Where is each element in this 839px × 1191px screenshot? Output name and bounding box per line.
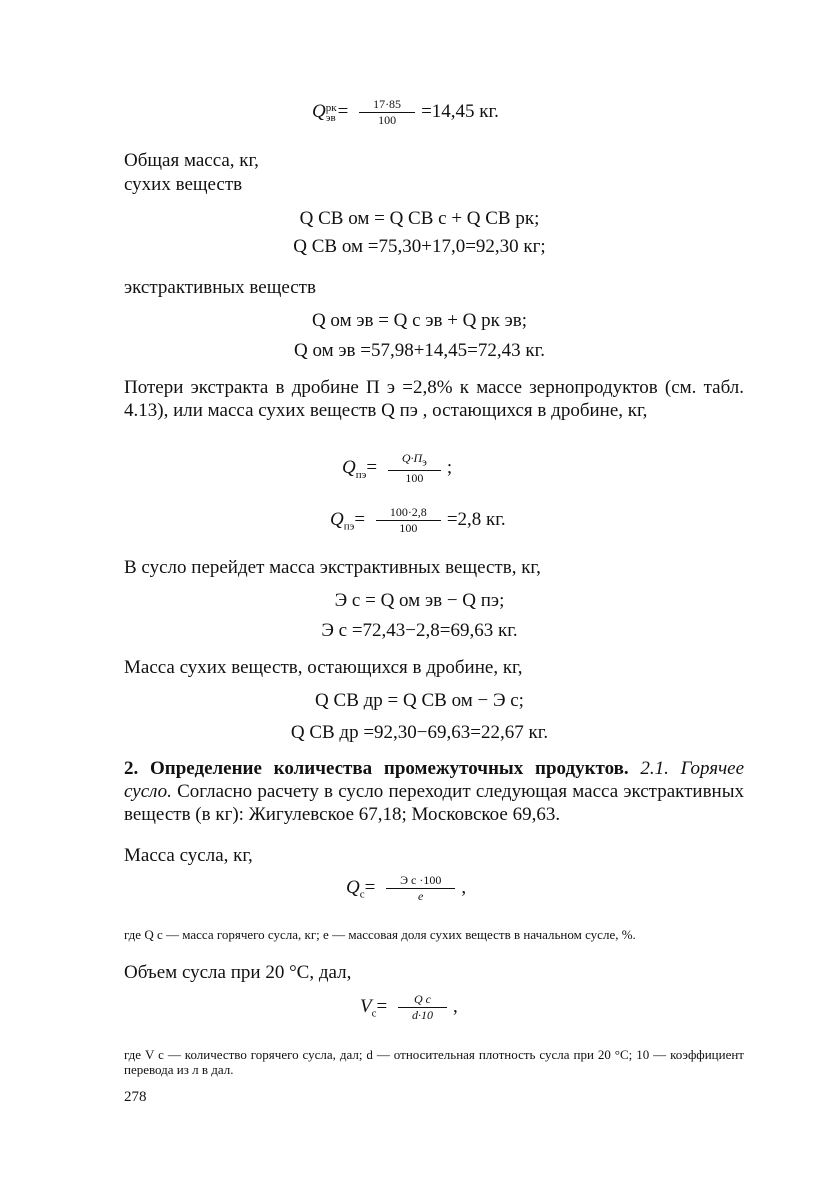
paragraph-extractive: экстрактивных веществ bbox=[124, 277, 316, 298]
formula-13: $V_с=$ $\frac{\text{Q с}}{d\cdot 10}$ , bbox=[360, 992, 458, 1022]
paragraph-wort-volume: Объем сусла при 20 °С, дал, bbox=[124, 962, 352, 983]
formula-12: $Q_с=$ $\frac{\text{Э с ·100}}{е}$ , bbox=[346, 873, 467, 903]
subsection-heading: 2.1. Горячее сусло. bbox=[124, 758, 745, 802]
formula-11: Q СВ др =92,30−69,63=22,67 кг. bbox=[290, 722, 549, 743]
paragraph-extract-losses: Потери экстракта в дробине П э =2,8% к массе зернопродуктов (см. табл. 4.13), или масса сухих веществ Q пэ , остающихся в дробине, кг, bbox=[124, 377, 744, 421]
footnote-wort-mass: где Q с — масса горячего сусла, кг; е — массовая доля сухих веществ в начальном сусле, %. bbox=[124, 927, 636, 942]
formula-3: Q СВ ом =75,30+17,0=92,30 кг; bbox=[293, 236, 546, 257]
formula-4: Q ом эв = Q с эв + Q рк эв; bbox=[311, 310, 528, 331]
formula-1: Q рк эв = $\frac{17\cdot 85}{100}$ =14,45 кг. bbox=[312, 97, 499, 127]
paragraph-wort-transfer: В сусло перейдет масса экстрактивных веществ, кг, bbox=[124, 557, 541, 578]
paragraph-dry-substances: сухих веществ bbox=[124, 174, 243, 195]
paragraph-total-mass: Общая масса, кг, bbox=[124, 150, 259, 171]
formula-6: $Q_{пэ}=$ $\frac{Q\cdot П_э}{100}$ ; bbox=[342, 451, 453, 486]
formula-7: $Q_{пэ}=$ $\frac{100\cdot 2,8}{100}$ =2,8 кг. bbox=[330, 505, 506, 535]
formula-8: Э с = Q ом эв − Q пэ; bbox=[334, 590, 505, 611]
page-number: 278 bbox=[124, 1089, 147, 1105]
paragraph-wort-mass: Масса сусла, кг, bbox=[124, 845, 253, 866]
section-heading: 2. Определение количества промежуточных продуктов. bbox=[124, 758, 629, 779]
paragraph-intermediate-products bbox=[124, 757, 744, 826]
formula-9: Э с =72,43−2,8=69,63 кг. bbox=[321, 620, 518, 641]
formula-2: Q СВ ом = Q СВ с + Q СВ рк; bbox=[299, 208, 540, 229]
formula-10: Q СВ др = Q СВ ом − Э с; bbox=[315, 690, 524, 711]
paragraph-body: Согласно расчету в сусло переходит следующая масса экстрактивных веществ (в кг): Жигулевское 67,18; Московское 69,63. bbox=[124, 781, 744, 825]
paragraph-dry-in-grains: Масса сухих веществ, остающихся в дробине, кг, bbox=[124, 657, 523, 678]
footnote-wort-volume: где V с — количество горячего сусла, дал; d — относительная плотность сусла при 20 °С; 10 — коэффициент перевода из л в дал. bbox=[124, 1047, 744, 1077]
formula-5: Q ом эв =57,98+14,45=72,43 кг. bbox=[293, 340, 546, 361]
